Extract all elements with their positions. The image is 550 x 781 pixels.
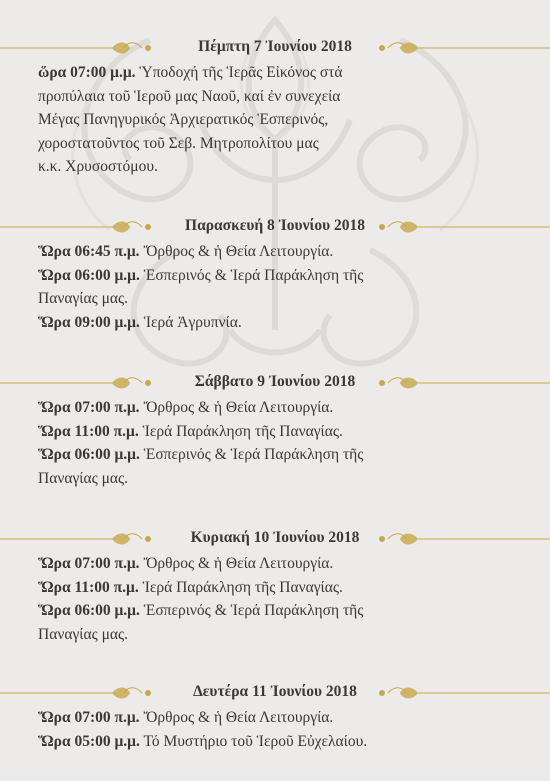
day-header [0, 682, 550, 704]
schedule-line [0, 311, 550, 335]
time-label: Ὥρα 07:00 π.μ. [38, 709, 140, 726]
time-label: Ὥρα 11:00 π.μ. [38, 422, 139, 440]
event-text: Ὄρθρος & ἡ Θεία Λειτουργία. [139, 399, 334, 416]
day-title: Σάββατο 9 Ἰουνίου 2018 [194, 373, 356, 390]
schedule-line [0, 61, 550, 85]
schedule-line [0, 264, 550, 288]
schedule-line [0, 706, 550, 730]
event-text: Ὄρθρος & ἡ Θεία Λειτουργία. [139, 555, 334, 572]
event-text: Παναγίας μας. [38, 290, 129, 307]
day-title: Δευτέρα 11 Ἰουνίου 2018 [193, 683, 357, 700]
day-section [0, 682, 550, 753]
event-text: Ὄρθρος & ἡ Θεία Λειτουργία. [139, 243, 334, 260]
time-label: Ὥρα 11:00 π.μ. [38, 578, 139, 596]
time-label: Ὥρα 06:00 μ.μ. [38, 602, 140, 619]
time-label: Ὥρα 07:00 π.μ. [38, 399, 140, 416]
time-label: Ὥρα 06:45 π.μ. [38, 243, 140, 260]
day-section [0, 528, 550, 646]
event-text: Ὑποδοχή τῆς Ἱερᾶς Εἰκόνος στά [135, 64, 343, 81]
day-section [0, 372, 550, 490]
event-text: Ἑσπερινός & Ἱερά Παράκληση τῆς [139, 602, 364, 619]
day-title: Παρασκευή 8 Ἰουνίου 2018 [185, 217, 365, 234]
event-text: Παναγίας μας. [38, 469, 129, 487]
time-label: Ὥρα 06:00 μ.μ. [38, 446, 140, 463]
event-text: Ὄρθρος & ἡ Θεία Λειτουργία. [139, 709, 334, 726]
time-label: ὥρα 07:00 μ.μ. [38, 64, 136, 81]
event-text: Ἱερά Ἀγρυπνία. [139, 313, 242, 331]
schedule-line [0, 576, 550, 600]
schedule-line [0, 443, 550, 467]
schedule-line [0, 396, 550, 420]
schedule-line [0, 108, 550, 132]
day-header [0, 372, 550, 394]
event-text: Τό Μυστήριο τοῦ Ἱεροῦ Εὐχελαίου. [139, 732, 368, 750]
day-title: Κυριακή 10 Ἰουνίου 2018 [190, 529, 360, 546]
schedule-line [0, 552, 550, 576]
day-title: Πέμπτη 7 Ἰουνίου 2018 [198, 38, 352, 55]
day-header [0, 528, 550, 550]
schedule-line [0, 287, 550, 311]
event-text: Ἑσπερινός & Ἱερά Παράκληση τῆς [139, 266, 364, 284]
event-text: Παναγίας μας. [38, 625, 129, 643]
day-header [0, 216, 550, 238]
day-section [0, 216, 550, 334]
day-section [0, 37, 550, 179]
time-label: Ὥρα 06:00 μ.μ. [38, 266, 140, 284]
event-text: χοροστατοῦντος τοῦ Σεβ. Μητροπολίτου μας [38, 134, 319, 152]
time-label: Ὥρα 09:00 μ.μ. [38, 313, 140, 331]
schedule-line [0, 420, 550, 444]
time-label: Ὥρα 05:00 μ.μ. [38, 732, 140, 750]
event-text: κ.κ. Χρυσοστόμου. [38, 158, 158, 175]
schedule-line [0, 623, 550, 647]
event-text: Ἱερά Παράκληση τῆς Παναγίας. [138, 422, 343, 440]
event-text: Μέγας Πανηγυρικός Ἀρχιερατικός Ἑσπερινός, [38, 111, 329, 128]
schedule-line [0, 240, 550, 264]
schedule-line [0, 85, 550, 109]
schedule-line [0, 730, 550, 754]
event-text: Ἱερά Παράκληση τῆς Παναγίας. [138, 578, 343, 596]
event-text: Ἑσπερινός & Ἱερά Παράκληση τῆς [139, 446, 364, 463]
schedule-line [0, 467, 550, 491]
schedule-line [0, 155, 550, 179]
schedule-line [0, 599, 550, 623]
time-label: Ὥρα 07:00 π.μ. [38, 555, 140, 572]
event-text: προπύλαια τοῦ Ἱεροῦ μας Ναοῦ, καί ἐν συνεχεία [38, 87, 341, 105]
day-header [0, 37, 550, 59]
schedule-line [0, 132, 550, 156]
